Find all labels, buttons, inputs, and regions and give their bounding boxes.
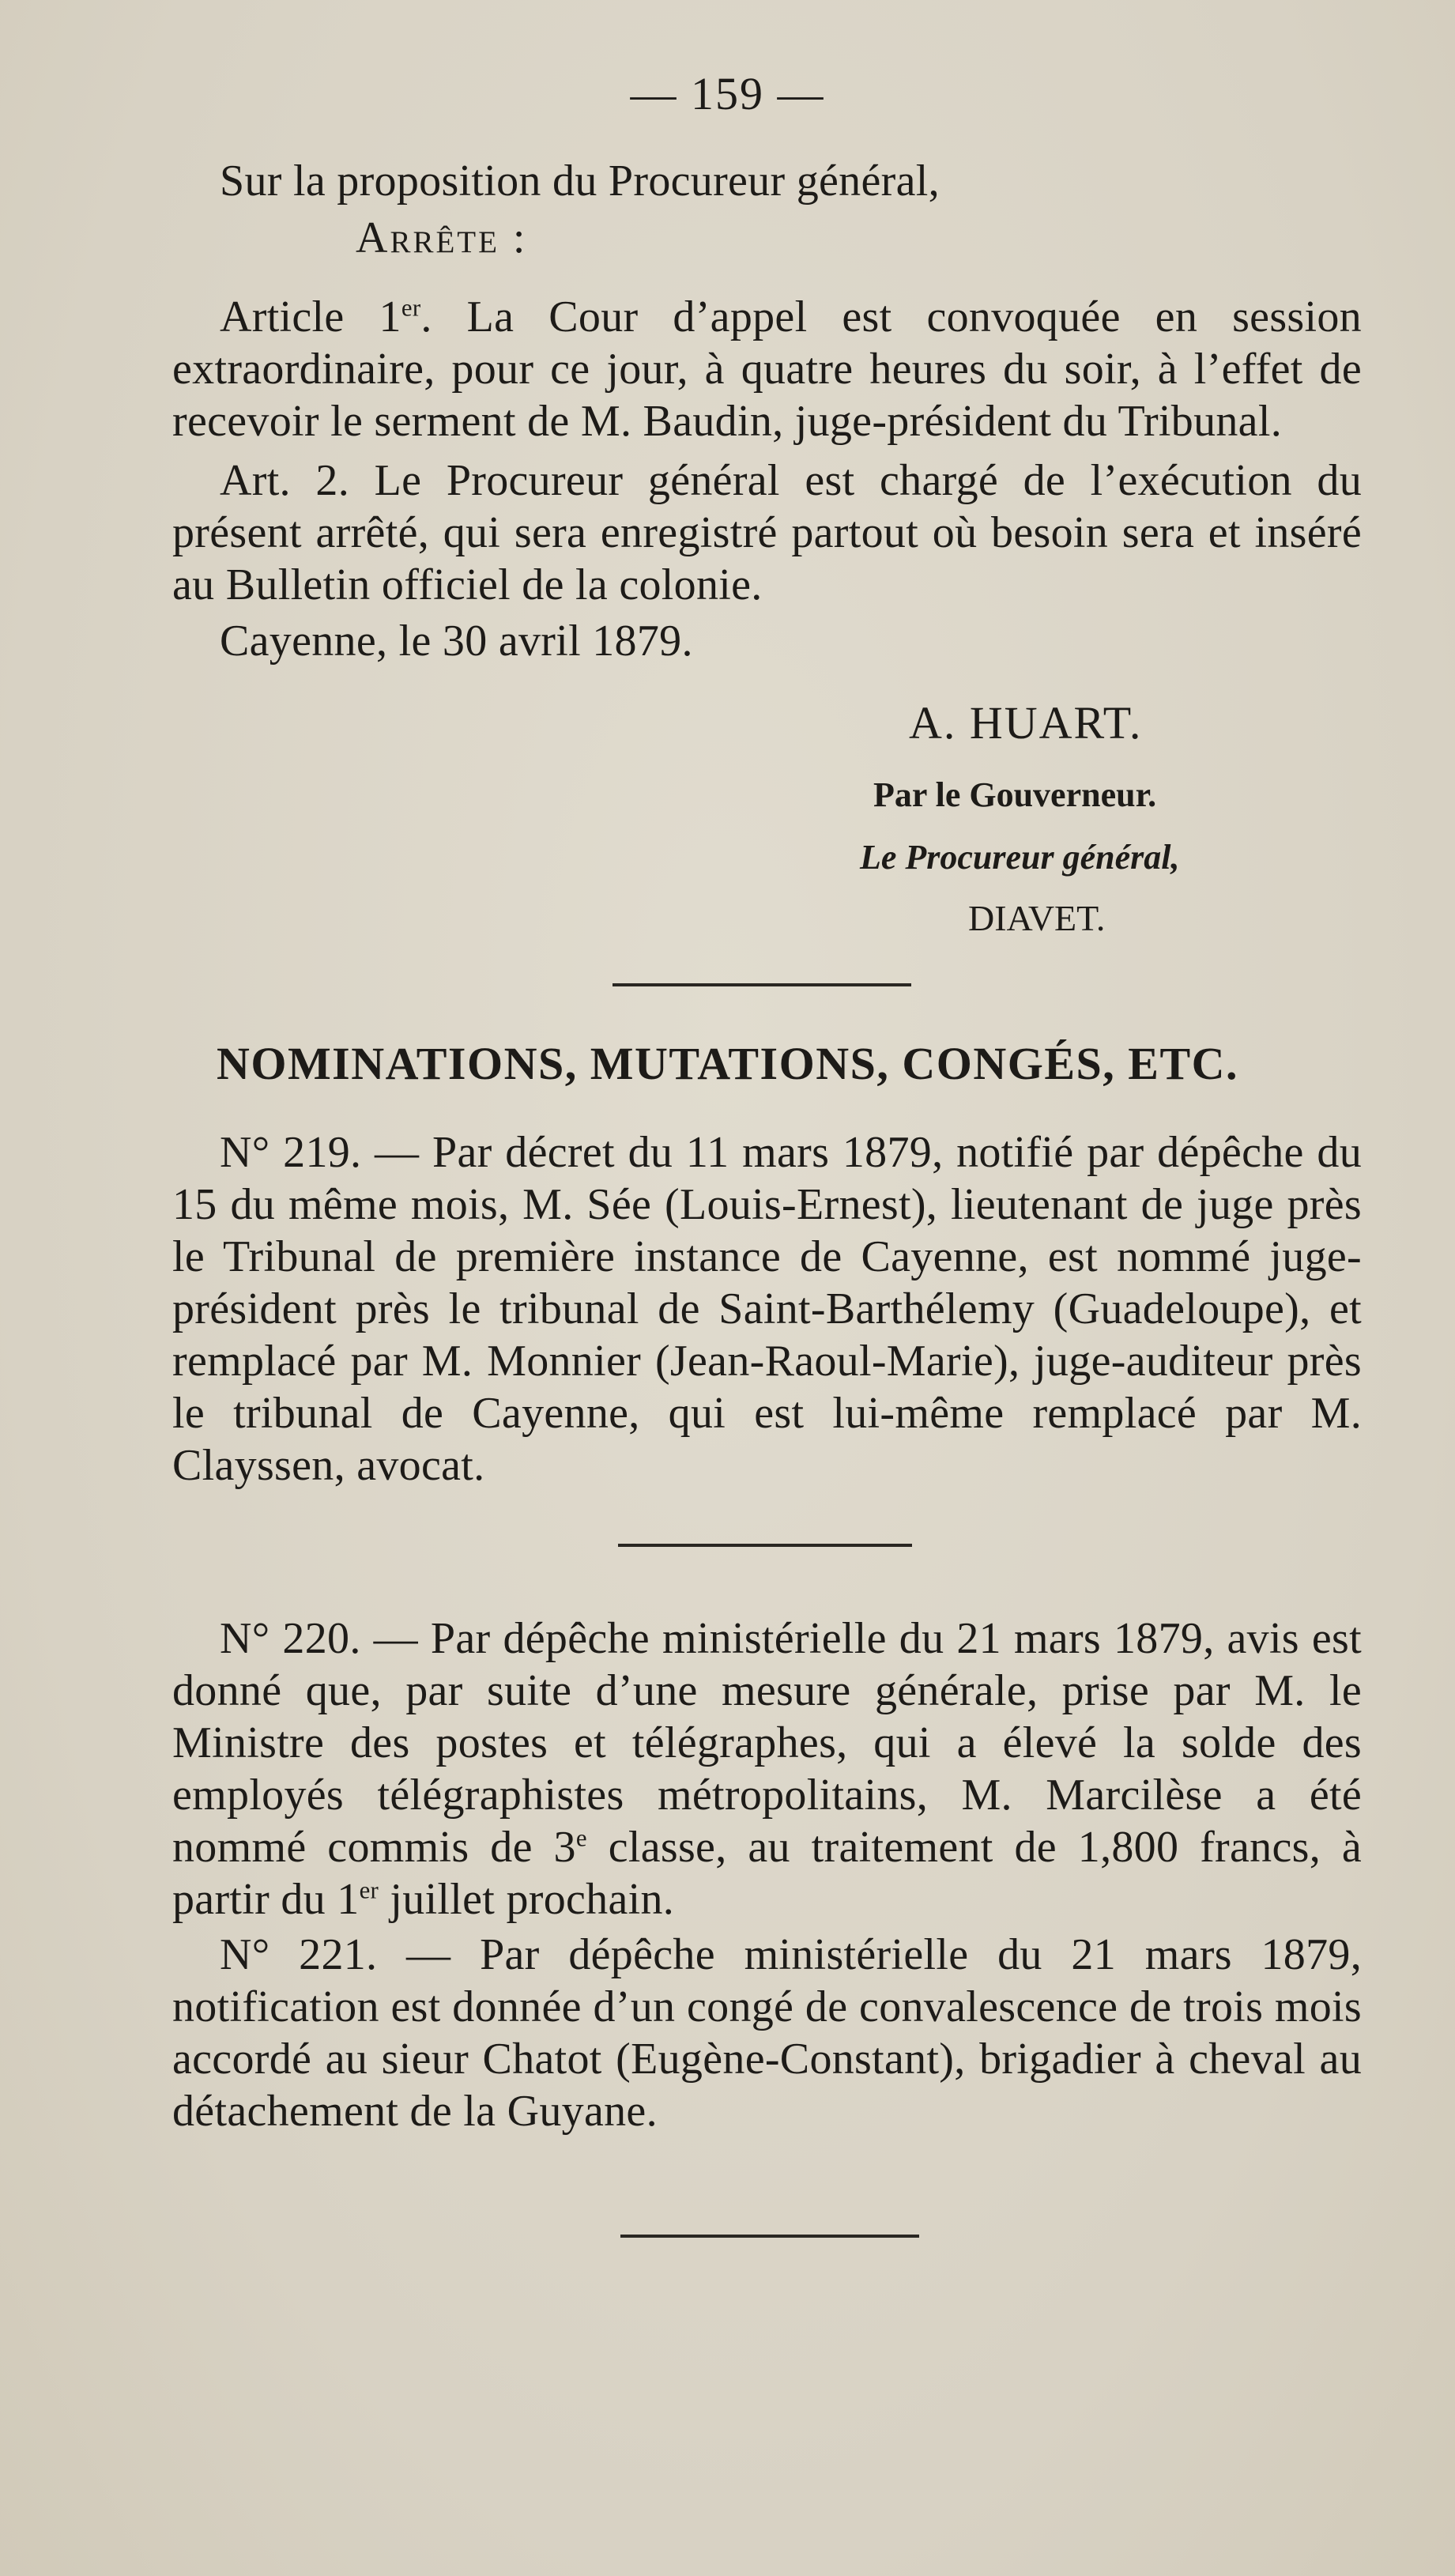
signature-role: Le Procureur général, xyxy=(860,838,1180,877)
signature-name: A. HUART. xyxy=(909,697,1143,749)
notice-221: N° 221. — Par dépêche ministérielle du 21 mars 1879, notification est donnée d’un congé de convalescence de trois mois accordé au sieur Chatot (Eugène-Constant), brigadier à cheval au détachement de la Guyane. xyxy=(172,1930,1362,2136)
decree-place-date: Cayenne, le 30 avril 1879. xyxy=(220,617,693,666)
separator-rule-1 xyxy=(613,983,911,986)
page-number: — 159 — xyxy=(630,68,825,119)
separator-rule-2 xyxy=(618,1544,912,1547)
signature-by: Par le Gouverneur. xyxy=(873,775,1157,814)
section-heading: NOMINATIONS, MUTATIONS, CONGÉS, ETC. xyxy=(216,1038,1239,1089)
decree-proposal: Sur la proposition du Procureur général, xyxy=(220,157,940,206)
notice-220: N° 220. — Par dépêche ministérielle du 21 mars 1879, avis est donné que, par suite d’une mesure générale, prise par M. le Ministre des postes et télégraphes, qui a élevé la solde des employés télégraphistes métropolitains, M. Marcilèse a été nommé commis de 3e classe, au traitement de 1,800 francs, à partir du 1er juillet prochain. xyxy=(172,1614,1362,1924)
separator-rule-3 xyxy=(620,2235,919,2238)
signature-signer: DIAVET. xyxy=(968,898,1106,938)
decree-arrete-heading: Arrête : xyxy=(356,213,528,262)
decree-article-1: Article 1er. La Cour d’appel est convoquée en session extraordinaire, pour ce jour, à quatre heures du soir, à l’effet de recevoir le serment de M. Baudin, juge-président du Tribunal. xyxy=(172,292,1362,446)
notice-219: N° 219. — Par décret du 11 mars 1879, notifié par dépêche du 15 du même mois, M. Sée (Louis-Ernest), lieutenant de juge près le Tribunal de première instance de Cayenne, est nommé juge-président près le tribunal de Saint-Barthélemy (Guadeloupe), et remplacé par M. Monnier (Jean-Raoul-Marie), juge-auditeur près le tribunal de Cayenne, qui est lui-même remplacé par M. Clayssen, avocat. xyxy=(172,1128,1362,1490)
decree-article-2: Art. 2. Le Procureur général est chargé de l’exécution du présent arrêté, qui sera enregistré partout où besoin sera et inséré au Bulletin officiel de la colonie. xyxy=(172,456,1362,609)
